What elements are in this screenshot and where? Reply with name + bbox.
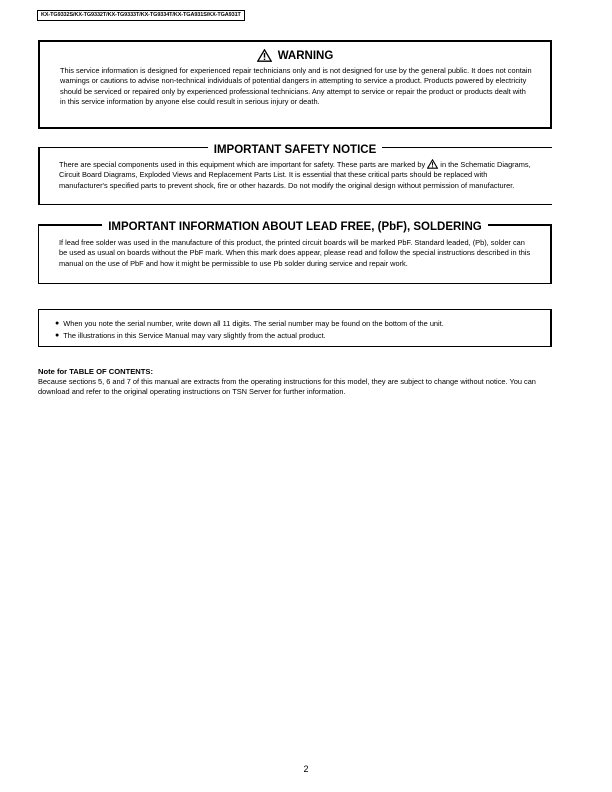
warning-heading [40,49,550,62]
bullet-icon: ● [55,331,60,339]
toc-note-title: Note for TABLE OF CONTENTS: [38,367,154,376]
lead-free-heading [38,217,552,235]
toc-note [38,367,558,398]
lead-free-text: If lead free solder was used in the manufacture of this product, the printed circuit boards will be marked PbF. Standard leaded, (Pb), solder can be used as usual on boards without the PbF mark. When this mark does appear, please read and follow the special instructions described in this manual on the use of PbF and how it might be permissible to use Pb solder during service and repair work. [59,238,531,268]
safety-notice-title: IMPORTANT SAFETY NOTICE [208,144,383,156]
warning-text: This service information is designed for experienced repair technicians only and is not designed for use by the general public. It does not contain warnings or cautions to advise non-technical individuals of potential dangers in attempting to service a product. Products powered by electricity should be serviced or repaired only by experienced professional technicians. Any attempt to service or repair the product or products dealt with in this service information by anyone else could result in serious injury or death. [60,66,532,107]
lead-free-box [38,221,552,284]
list-item [55,318,542,330]
warning-triangle-icon [257,49,272,62]
notes-item-illustrations: The illustrations in this Service Manual may vary slightly from the actual product. [63,330,326,340]
lead-free-title: IMPORTANT INFORMATION ABOUT LEAD FREE, (PbF), SOLDERING [102,221,488,233]
model-numbers-header: KX-TG9332S/KX-TG9332T/KX-TG9333T/KX-TG9334T/KX-TGA931S/KX-TGA931T [37,10,245,21]
notes-item-serial: When you note the serial number, write down all 11 digits. The serial number may be found on the bottom of the unit. [63,319,444,328]
toc-note-text: Because sections 5, 6 and 7 of this manual are extracts from the operating instructions for this model, they are subject to change without notice. You can download and refer to the original operating instructions on TSN Server for further information. [38,377,536,397]
page-number: 2 [303,764,309,774]
notes-list [55,318,542,341]
safety-notice-heading [38,140,552,158]
warning-box [38,40,552,129]
safety-notice-text-part1: There are special components used in this equipment which are important for safety. These parts are marked by [59,160,426,169]
notes-box [38,309,552,347]
warning-triangle-icon [427,159,438,169]
warning-title: WARNING [277,49,334,62]
safety-notice-text [59,159,538,191]
list-item [55,330,542,342]
safety-notice-box [38,144,552,205]
bullet-icon: ● [55,320,60,327]
safety-notice-text-part2: in the Schematic Diagrams, Circuit Board Diagrams, Exploded Views and Replacement Parts List. It is essential that these critical parts should be replaced with manufacturer's specified parts to prevent shock, fire or other hazards. Do not modify the original design without permission of manufacturer. [59,160,531,190]
